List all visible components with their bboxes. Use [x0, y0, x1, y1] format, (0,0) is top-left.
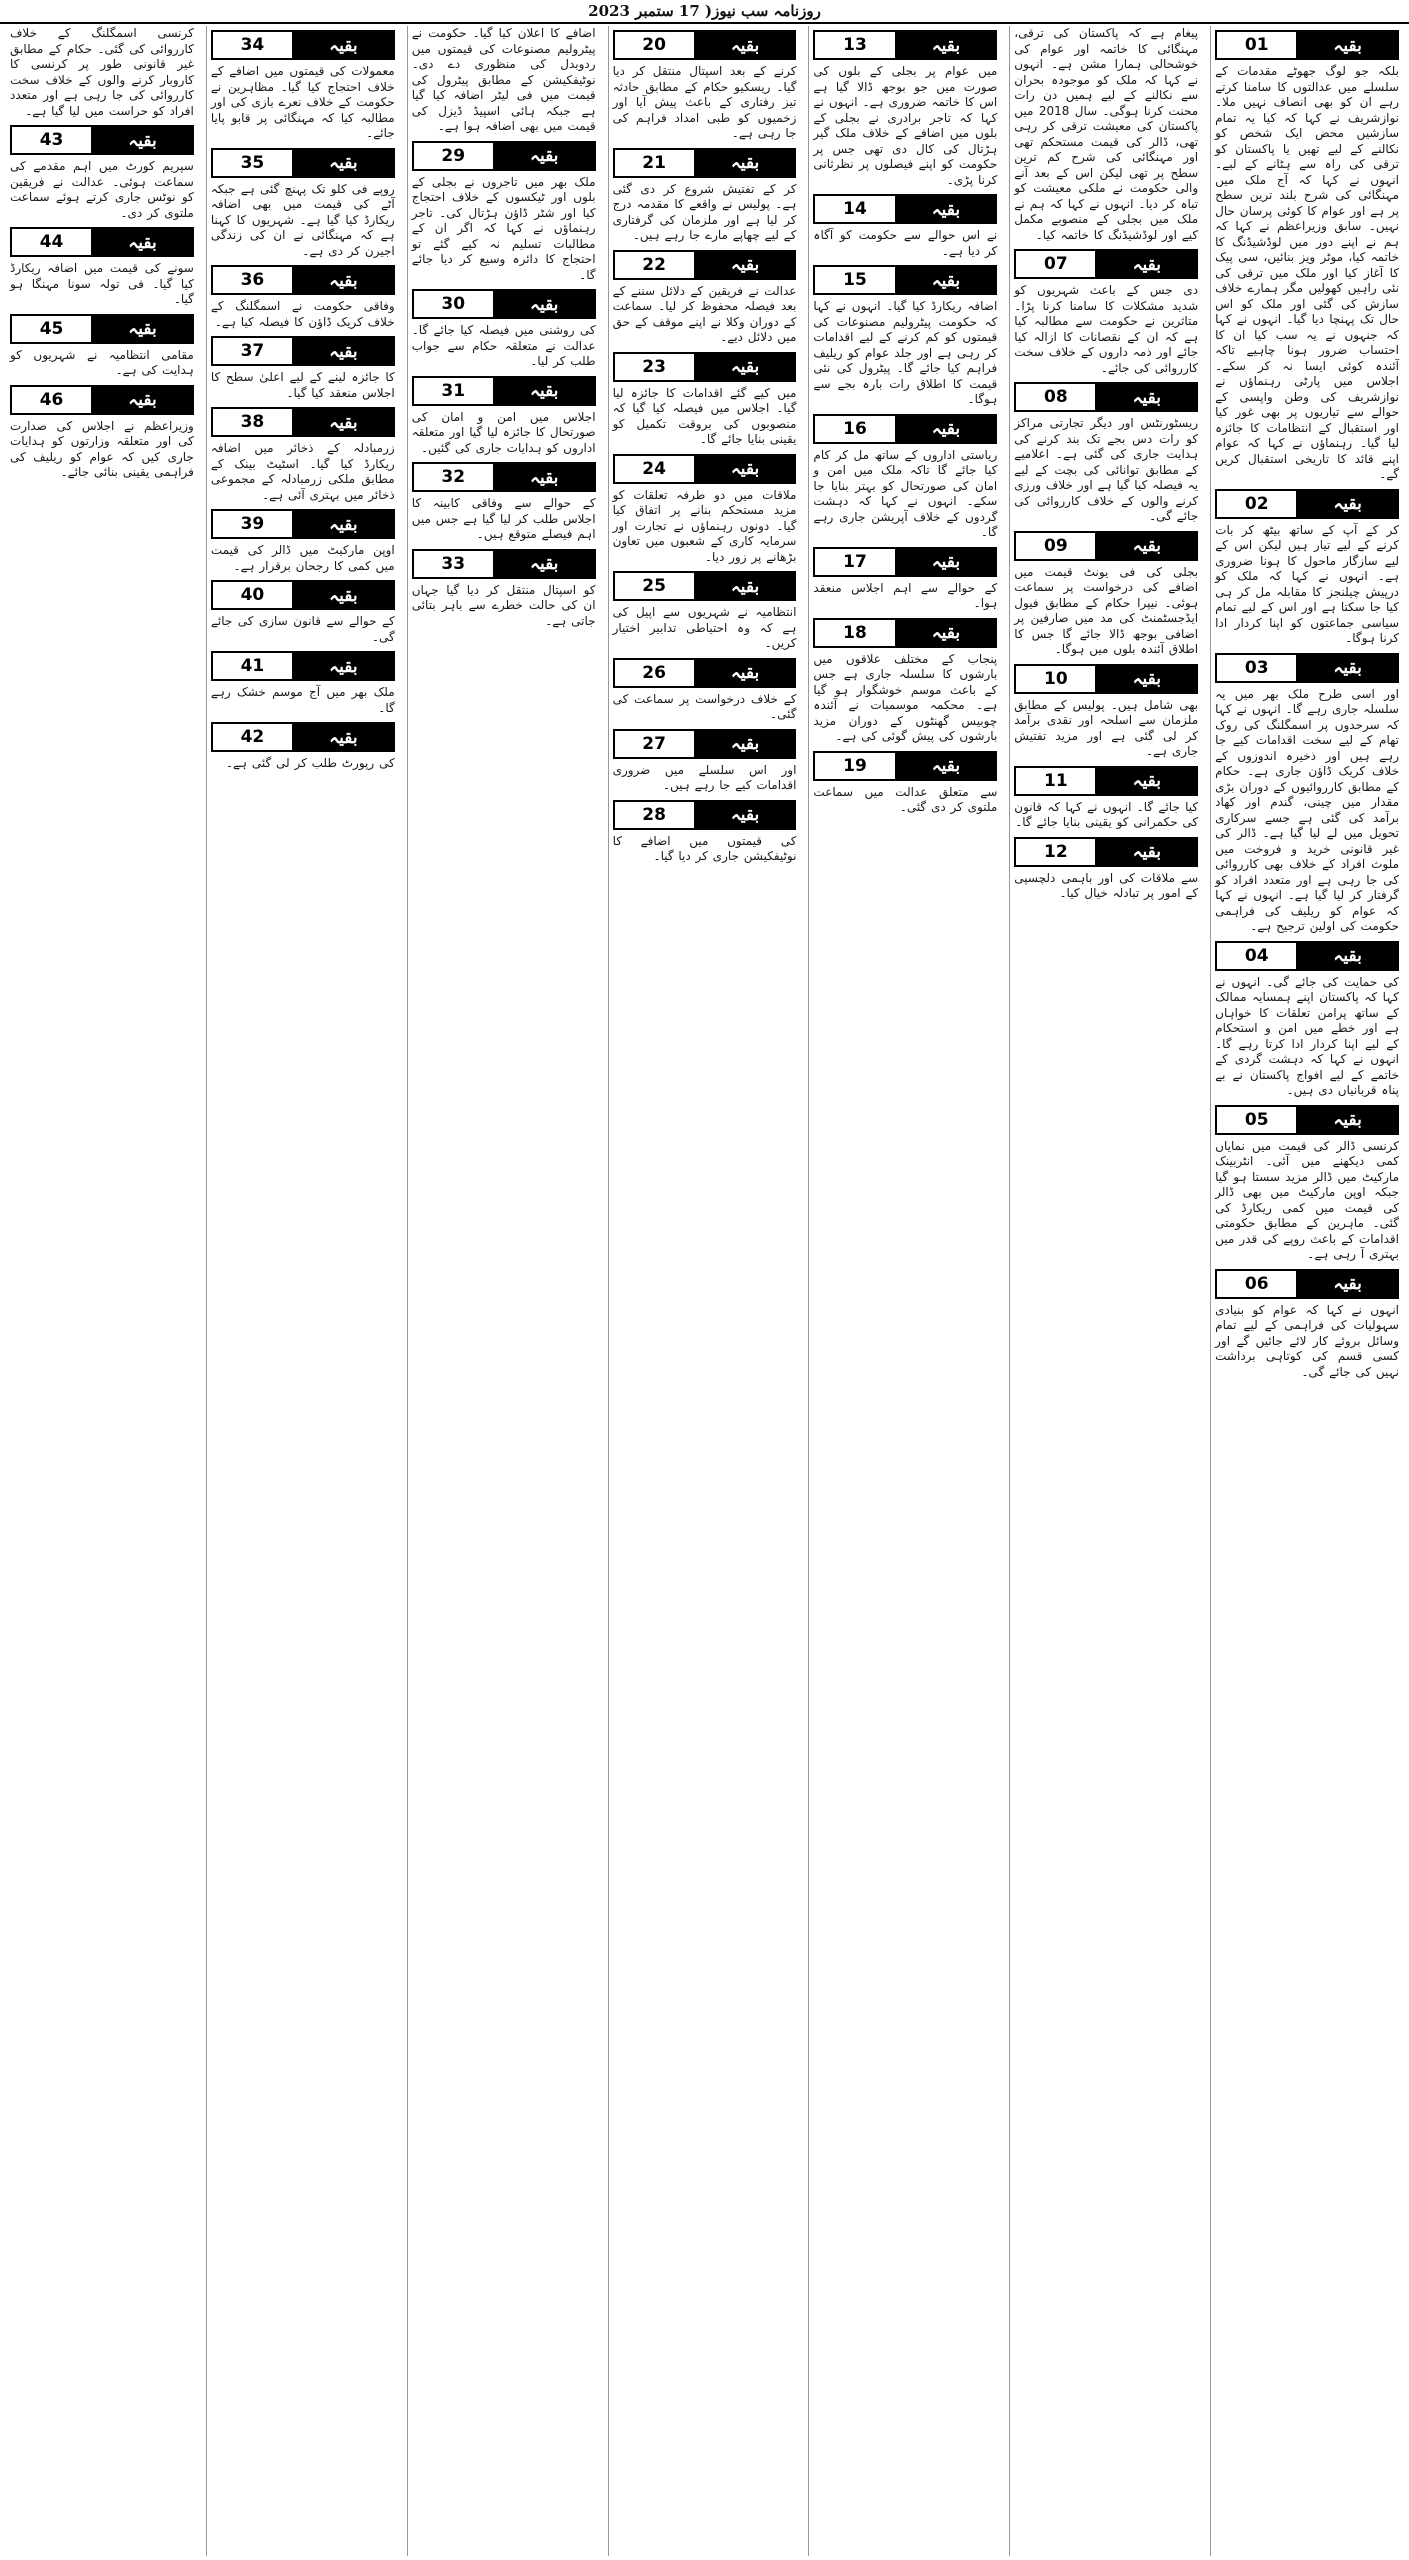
continuation-block [412, 549, 596, 630]
article-text: کی رپورٹ طلب کر لی گئی ہے۔ [225, 756, 395, 770]
continuation-block [1215, 489, 1399, 647]
continuation-label: بقیہ [294, 32, 393, 58]
continuation-block [813, 30, 997, 188]
continuation-tag [613, 571, 797, 601]
column-7 [6, 26, 198, 2556]
article-text: کے حوالے سے اہم اجلاس منعقد ہوا۔ [813, 580, 998, 610]
continuation-tag [613, 800, 797, 830]
continuation-label: بقیہ [93, 387, 192, 413]
continuation-block [1215, 941, 1399, 1099]
continuation-number: 36 [213, 267, 294, 293]
continuation-label: بقیہ [696, 731, 795, 757]
continuation-tag [813, 618, 997, 648]
article-text: انتظامیہ نے شہریوں سے اپیل کی ہے کہ وہ احتیاطی تدابیر اختیار کریں۔ [612, 605, 797, 650]
continuation-number: 11 [1016, 768, 1097, 794]
masthead: روزنامہ سب نیوز( 17 ستمبر 2023 [0, 0, 1409, 24]
continuation-block [613, 352, 797, 448]
continuation-number: 27 [615, 731, 696, 757]
article-text: بجلی کی فی یونٹ قیمت میں اضافے کی درخواست پر سماعت ہوئی۔ نیپرا حکام کے مطابق فیول ایڈجسٹمنٹ کی مد میں صارفین پر اضافی بوجھ ڈالا جائے گا جس کا اطلاق آئندہ بلوں میں ہوگا۔ [1014, 564, 1199, 656]
continuation-number: 35 [213, 150, 294, 176]
continuation-block [412, 141, 596, 284]
continuation-block [1014, 664, 1198, 760]
continuation-tag [813, 414, 997, 444]
continuation-tag [813, 265, 997, 295]
continuation-block [211, 336, 395, 401]
continuation-block [1014, 531, 1198, 658]
continuation-tag [10, 385, 194, 415]
continuation-tag [613, 658, 797, 688]
continuation-label: بقیہ [495, 551, 594, 577]
continuation-label: بقیہ [1298, 655, 1397, 681]
continuation-number: 33 [414, 551, 495, 577]
continuation-tag [211, 148, 395, 178]
continuation-number: 09 [1016, 533, 1097, 559]
continuation-tag [613, 352, 797, 382]
continuation-label: بقیہ [897, 267, 996, 293]
continuation-label: بقیہ [696, 573, 795, 599]
article-text: اور اسی طرح ملک بھر میں یہ سلسلہ جاری رہے گا۔ انہوں نے کہا کہ سرحدوں پر اسمگلنگ کی روک تھام کے لیے سخت اقدامات کیے جا رہے ہیں اور ذخیرہ اندوزوں کے خلاف کریک ڈاؤن جاری ہے۔ حکام کے مطابق کارروائیوں کے دوران بڑی مقدار میں چینی، گندم اور کھاد برآمد کی گئی ہے جسے سرکاری تحویل میں لے لیا گیا ہے۔ ڈالر کی غیر قانونی خرید و فروخت میں ملوث افراد کے خلاف بھی کارروائی کی جا رہی ہے اور متعدد افراد کو گرفتار کر لیا گیا ہے۔ انہوں نے کہا کہ عوام کو ریلیف کی فراہمی حکومت کی اولین ترجیح ہے۔ [1215, 686, 1399, 933]
article-text: اجلاس میں امن و امان کی صورتحال کا جائزہ لیا گیا اور متعلقہ اداروں کو ہدایات جاری کی گئیں۔ [411, 409, 596, 455]
article-text: مقامی انتظامیہ نے شہریوں کو ہدایت کی ہے۔ [9, 347, 194, 377]
article-text: معمولات کی قیمتوں میں اضافے کے خلاف احتجاج کیا گیا۔ مظاہرین نے حکومت کے خلاف نعرے بازی کی اور مطالبہ کیا کہ مہنگائی پر قابو پایا جائے۔ [210, 64, 395, 140]
continuation-block [813, 265, 997, 408]
continuation-block [613, 729, 797, 794]
continuation-number: 37 [213, 338, 294, 364]
article-text: اور اس سلسلے میں ضروری اقدامات کیے جا رہے ہیں۔ [612, 762, 797, 792]
continuation-number: 45 [12, 316, 93, 342]
continuation-number: 41 [213, 653, 294, 679]
continuation-label: بقیہ [897, 549, 996, 575]
continuation-block [211, 580, 395, 645]
continuation-number: 05 [1217, 1107, 1298, 1133]
article-text: وزیراعظم نے اجلاس کی صدارت کی اور متعلقہ وزارتوں کو ہدایات جاری کیں کہ عوام کو ریلیف کی فراہمی یقینی بنائی جائے۔ [9, 418, 194, 479]
continuation-number: 39 [213, 511, 294, 537]
continuation-label: بقیہ [93, 127, 192, 153]
continuation-tag [813, 751, 997, 781]
continuation-block [1215, 653, 1399, 935]
continuation-tag [412, 462, 596, 492]
article-text: ملک بھر میں آج موسم خشک رہے گا۔ [210, 685, 395, 715]
continuation-number: 12 [1016, 839, 1097, 865]
continuation-tag [211, 509, 395, 539]
continuation-block [412, 376, 596, 457]
continuation-block [1014, 26, 1198, 243]
continuation-number: 10 [1016, 666, 1097, 692]
continuation-label: بقیہ [294, 724, 393, 750]
continuation-label: بقیہ [897, 753, 996, 779]
continuation-number: 38 [213, 409, 294, 435]
continuation-block [1014, 766, 1198, 831]
continuation-tag [412, 376, 596, 406]
continuation-block [211, 148, 395, 260]
article-text: میں کیے گئے اقدامات کا جائزہ لیا گیا۔ اجلاس میں فیصلہ کیا گیا کہ منصوبوں کی بروقت تکمیل کو یقینی بنایا جائے گا۔ [612, 385, 797, 446]
continuation-label: بقیہ [495, 378, 594, 404]
continuation-tag [1215, 1105, 1399, 1135]
continuation-number: 13 [815, 32, 896, 58]
continuation-number: 07 [1016, 251, 1097, 277]
continuation-number: 22 [615, 252, 696, 278]
continuation-label: بقیہ [897, 416, 996, 442]
continuation-tag [1014, 382, 1198, 412]
continuation-tag [211, 30, 395, 60]
article-text: کے حوالے سے وفاقی کابینہ کا اجلاس طلب کر لیا گیا ہے جس میں اہم فیصلے متوقع ہیں۔ [411, 496, 596, 541]
continuation-label: بقیہ [1298, 32, 1397, 58]
continuation-number: 08 [1016, 384, 1097, 410]
continuation-number: 04 [1217, 943, 1298, 969]
column-6 [206, 26, 399, 2556]
continuation-label: بقیہ [1298, 943, 1397, 969]
article-text: کر کے آپ کے ساتھ بیٹھ کر بات کرنے کے لیے تیار ہیں لیکن اس کے لیے سازگار ماحول کا ہونا ضروری ہے۔ انہوں نے کہا کہ ملک کو درپیش چیلنجز کا مقابلہ مل کر ہی کیا جا سکتا ہے اور اس کے لیے تمام سیاسی جماعتوں کو اپنا کردار ادا کرنا ہوگا۔ [1215, 522, 1399, 645]
continuation-number: 24 [615, 456, 696, 482]
continuation-number: 26 [615, 660, 696, 686]
article-text: انہوں نے کہا کہ عوام کو بنیادی سہولیات کی فراہمی کے لیے تمام وسائل بروئے کار لائے جائیں گے اور کسی قسم کی کوتاہی برداشت نہیں کی جائے گی۔ [1215, 1302, 1399, 1379]
continuation-label: بقیہ [696, 354, 795, 380]
continuation-block [613, 658, 797, 723]
continuation-block [813, 547, 997, 612]
article-text: پیغام ہے کہ پاکستان کی ترقی، مہنگائی کا خاتمہ اور عوام کی خوشحالی ہمارا مشن ہے۔ انہوں نے کہا کہ ملک کو موجودہ بحران سے نکالنے کے لیے ہمیں دن رات محنت کرنا ہوگی۔ سال 2018 میں پاکستان کی معیشت ترقی کر رہی تھی، ڈالر کی قیمت مستحکم تھی اور مہنگائی کی شرح کم ترین سطح پر تھی لیکن اس کے بعد آنے والی حکومت نے ملکی معیشت کو تباہ کر دیا۔ انہوں نے کہا کہ ہم نے ملک میں بجلی کے منصوبے مکمل کیے اور لوڈشیڈنگ کا خاتمہ کیا۔ [1014, 26, 1199, 242]
continuation-tag [1014, 664, 1198, 694]
continuation-block [412, 462, 596, 543]
continuation-number: 46 [12, 387, 93, 413]
continuation-label: بقیہ [696, 802, 795, 828]
article-text: زرمبادلہ کے ذخائر میں اضافہ ریکارڈ کیا گیا۔ اسٹیٹ بینک کے مطابق ملکی زرمبادلہ کے مجموعی ذخائر میں بہتری آئی ہے۔ [210, 441, 395, 502]
article-text: روپے فی کلو تک پہنچ گئی ہے جبکہ آٹے کی قیمت میں بھی اضافہ ریکارڈ کیا گیا ہے۔ شہریوں کا کہنا ہے کہ مہنگائی نے ان کی زندگی اجیرن کر دی ہے۔ [210, 181, 395, 258]
article-text: ریاستی اداروں کے ساتھ مل کر کام کیا جائے گا تاکہ ملک میں امن و امان کی صورتحال کو بہتر بنایا جا سکے۔ انہوں نے کہا کہ دہشت گردوں کے خلاف آپریشن جاری رہے گا۔ [813, 447, 998, 539]
continuation-tag [1014, 531, 1198, 561]
article-text: کا جائزہ لینے کے لیے اعلیٰ سطح کا اجلاس منعقد کیا گیا۔ [210, 370, 395, 400]
continuation-number: 25 [615, 573, 696, 599]
continuation-number: 42 [213, 724, 294, 750]
continuation-block [813, 751, 997, 816]
article-text: بلکہ جو لوگ جھوٹے مقدمات کے سلسلے میں عدالتوں کا سامنا کرتے رہے ان کو بھی انصاف نہیں ملا۔ نوازشریف نے کہا کہ کیا یہ تمام سازشیں محض ایک شخص کو نکالنے کے لیے تھیں یا پاکستان کو ترقی کی راہ سے ہٹانے کے لیے۔ انہوں نے کہا کہ آج ملک میں مہنگائی کی شرح بلند ترین سطح پر ہے اور عوام کا کوئی پرسان حال نہیں۔ سابق وزیراعظم نے کہا کہ ہم نے اپنے دور میں لوڈشیڈنگ کا خاتمہ کیا، موٹر ویز بنائیں، سی پیک کا آغاز کیا اور ملک میں ترقی کی نئی راہیں کھولیں مگر ہمارے خلاف سازش کی گئی اور ملک کو اس حال تک پہنچا دیا گیا۔ انہوں نے کہا کہ جنہوں نے یہ سب کیا ان کا احتساب ضرور ہونا چاہیے تاکہ آئندہ کوئی ایسا نہ کر سکے۔ اجلاس میں پارٹی رہنماؤں نے نوازشریف کی وطن واپسی کے حوالے سے تیاریوں پر بھی غور کیا اور استقبال کے انتظامات کا جائزہ لیا گیا۔ رہنماؤں نے کہا کہ عوام اپنے قائد کا تاریخی استقبال کریں گے۔ [1215, 64, 1399, 481]
continuation-tag [1215, 1269, 1399, 1299]
continuation-tag [211, 722, 395, 752]
continuation-label: بقیہ [93, 229, 192, 255]
continuation-label: بقیہ [897, 196, 996, 222]
continuation-tag [412, 289, 596, 319]
continuation-tag [813, 30, 997, 60]
continuation-label: بقیہ [696, 456, 795, 482]
article-text: سپریم کورٹ میں اہم مقدمے کی سماعت ہوئی۔ عدالت نے فریقین کو نوٹس جاری کرتے ہوئے سماعت ملتوی کر دی۔ [9, 159, 194, 220]
continuation-label: بقیہ [495, 143, 594, 169]
article-text: اوپن مارکیٹ میں ڈالر کی قیمت میں کمی کا رجحان برقرار ہے۔ [210, 543, 395, 573]
continuation-block [10, 385, 194, 481]
article-text: کر کے تفتیش شروع کر دی گئی ہے۔ پولیس نے واقعے کا مقدمہ درج کر لیا ہے اور ملزمان کی گرفتاری کے لیے چھاپے مارے جا رہے ہیں۔ [612, 181, 797, 242]
continuation-number: 17 [815, 549, 896, 575]
article-text: کو اسپتال منتقل کر دیا گیا جہاں ان کی حالت خطرے سے باہر بتائی جاتی ہے۔ [411, 582, 596, 628]
continuation-label: بقیہ [1097, 666, 1196, 692]
continuation-tag [613, 148, 797, 178]
article-text: نے اس حوالے سے حکومت کو آگاہ کر دیا ہے۔ [813, 228, 998, 258]
continuation-block [613, 30, 797, 142]
continuation-block [10, 26, 194, 119]
article-text: ملاقات میں دو طرفہ تعلقات کو مزید مستحکم بنانے پر اتفاق کیا گیا۔ دونوں رہنماؤں نے تجارت اور سرمایہ کاری کے شعبوں میں تعاون بڑھانے پر زور دیا۔ [612, 487, 797, 564]
continuation-block [613, 250, 797, 346]
article-text: بھی شامل ہیں۔ پولیس کے مطابق ملزمان سے اسلحہ اور نقدی برآمد کر لی گئی ہے اور مزید تفتیش جاری ہے۔ [1014, 697, 1199, 758]
continuation-tag [1215, 489, 1399, 519]
continuation-tag [211, 580, 395, 610]
column-2 [1009, 26, 1202, 2556]
article-text: کرنے کے بعد اسپتال منتقل کر دیا گیا۔ ریسکیو حکام کے مطابق حادثہ تیز رفتاری کے باعث پیش آیا اور زخمیوں کو طبی امداد فراہم کی جا رہی ہے۔ [612, 64, 797, 140]
continuation-block [412, 26, 596, 135]
continuation-block [211, 509, 395, 574]
continuation-tag [412, 141, 596, 171]
continuation-block [613, 800, 797, 865]
continuation-tag [813, 194, 997, 224]
continuation-label: بقیہ [294, 511, 393, 537]
continuation-label: بقیہ [1097, 768, 1196, 794]
continuation-number: 40 [213, 582, 294, 608]
continuation-label: بقیہ [1097, 839, 1196, 865]
continuation-label: بقیہ [897, 620, 996, 646]
article-text: کی قیمتوں میں اضافے کا نوٹیفکیشن جاری کر دیا گیا۔ [612, 833, 797, 863]
continuation-tag [211, 407, 395, 437]
continuation-label: بقیہ [294, 150, 393, 176]
continuation-label: بقیہ [696, 32, 795, 58]
article-text: دی جس کے باعث شہریوں کو شدید مشکلات کا سامنا کرنا پڑا۔ متاثرین نے حکومت سے مطالبہ کیا ہے کہ ان کے نقصانات کا ازالہ کیا جائے اور ذمہ داروں کے خلاف سخت کارروائی کی جائے۔ [1014, 283, 1199, 375]
continuation-tag [1215, 941, 1399, 971]
continuation-label: بقیہ [294, 409, 393, 435]
continuation-block [1215, 1105, 1399, 1263]
continuation-tag [1014, 837, 1198, 867]
column-3 [808, 26, 1001, 2556]
continuation-label: بقیہ [1097, 533, 1196, 559]
continuation-label: بقیہ [294, 653, 393, 679]
continuation-label: بقیہ [294, 338, 393, 364]
continuation-block [211, 30, 395, 142]
continuation-block [1215, 1269, 1399, 1381]
continuation-block [813, 414, 997, 541]
continuation-number: 14 [815, 196, 896, 222]
article-text: سونے کی قیمت میں اضافہ ریکارڈ کیا گیا۔ فی تولہ سونا مہنگا ہو گیا۔ [9, 261, 194, 306]
columns-container [6, 26, 1403, 2556]
continuation-tag [1215, 653, 1399, 683]
article-text: کے حوالے سے قانون سازی کی جائے گی۔ [210, 614, 395, 644]
continuation-tag [10, 125, 194, 155]
continuation-block [1014, 249, 1198, 376]
article-text: عدالت نے فریقین کے دلائل سننے کے بعد فیصلہ محفوظ کر لیا۔ سماعت کے دوران وکلا نے اپنے موقف کے حق میں دلائل دیے۔ [612, 283, 797, 344]
continuation-tag [1215, 30, 1399, 60]
continuation-number: 02 [1217, 491, 1298, 517]
article-text: وفاقی حکومت نے اسمگلنگ کے خلاف کریک ڈاؤن کا فیصلہ کیا ہے۔ [210, 299, 395, 329]
article-text: ریسٹورنٹس اور دیگر تجارتی مراکز کو رات دس بجے تک بند کرنے کی ہدایت جاری کی گئی ہے۔ اعلامیے کے مطابق توانائی کی بچت کے لیے یہ فیصلہ کیا گیا ہے اور خلاف ورزی کرنے والوں کے خلاف کارروائی کی جائے گی۔ [1014, 416, 1199, 523]
continuation-number: 43 [12, 127, 93, 153]
article-text: میں عوام پر بجلی کے بلوں کی صورت میں جو بوجھ ڈالا گیا ہے اس کا خاتمہ ضروری ہے۔ انہوں نے کہا کہ تاجر برادری نے بجلی کے بلوں میں اضافے کے خلاف ملک گیر ہڑتال کی کال دی تھی جس پر حکومت کو اپنے فیصلوں پر نظرثانی کرنا پڑی۔ [813, 64, 998, 187]
continuation-tag [10, 314, 194, 344]
article-text: کرنسی ڈالر کی قیمت میں نمایاں کمی دیکھنے میں آئی۔ انٹربینک مارکیٹ میں ڈالر مزید سستا ہو گیا جبکہ اوپن مارکیٹ میں بھی ڈالر کی قیمت میں کمی ریکارڈ کی گئی۔ ماہرین کے مطابق حکومتی اقدامات کے باعث روپے کی قدر میں بہتری آ رہی ہے۔ [1215, 1138, 1399, 1261]
continuation-block [10, 314, 194, 379]
continuation-label: بقیہ [93, 316, 192, 342]
continuation-block [813, 194, 997, 259]
continuation-label: بقیہ [696, 252, 795, 278]
continuation-block [1014, 382, 1198, 525]
column-1 [1210, 26, 1403, 2556]
continuation-number: 44 [12, 229, 93, 255]
continuation-block [211, 407, 395, 503]
continuation-label: بقیہ [294, 267, 393, 293]
continuation-tag [211, 336, 395, 366]
continuation-tag [613, 30, 797, 60]
continuation-label: بقیہ [1097, 251, 1196, 277]
continuation-label: بقیہ [897, 32, 996, 58]
continuation-tag [613, 454, 797, 484]
continuation-tag [10, 227, 194, 257]
continuation-block [813, 618, 997, 745]
continuation-number: 01 [1217, 32, 1298, 58]
article-text: کی روشنی میں فیصلہ کیا جائے گا۔ عدالت نے متعلقہ حکام سے جواب طلب کر لیا۔ [411, 323, 596, 368]
column-4 [608, 26, 801, 2556]
continuation-label: بقیہ [1097, 384, 1196, 410]
continuation-tag [211, 651, 395, 681]
continuation-number: 32 [414, 464, 495, 490]
article-text: اضافے کا اعلان کیا گیا۔ حکومت نے پیٹرولیم مصنوعات کی قیمتوں میں ردوبدل کی منظوری دے دی۔ نوٹیفکیشن کے مطابق پیٹرول کی قیمت میں فی لیٹر اضافہ کیا گیا ہے جبکہ ہائی اسپیڈ ڈیزل کی قیمت میں بھی اضافہ ہوا ہے۔ [411, 26, 596, 133]
column-5 [407, 26, 600, 2556]
continuation-block [10, 125, 194, 221]
continuation-block [613, 571, 797, 652]
continuation-tag [613, 729, 797, 759]
article-text: سے متعلق عدالت میں سماعت ملتوی کر دی گئی۔ [813, 784, 998, 814]
continuation-block [613, 148, 797, 244]
article-text: کے خلاف درخواست پر سماعت کی گئی۔ [612, 691, 797, 721]
continuation-number: 03 [1217, 655, 1298, 681]
continuation-block [613, 454, 797, 566]
article-text: سے ملاقات کی اور باہمی دلچسپی کے امور پر تبادلہ خیال کیا۔ [1014, 870, 1199, 900]
continuation-label: بقیہ [696, 660, 795, 686]
continuation-tag [613, 250, 797, 280]
continuation-label: بقیہ [495, 464, 594, 490]
continuation-number: 28 [615, 802, 696, 828]
continuation-label: بقیہ [294, 582, 393, 608]
continuation-number: 06 [1217, 1271, 1298, 1297]
article-text: ملک بھر میں تاجروں نے بجلی کے بلوں اور ٹیکسوں کے خلاف احتجاج کیا اور شٹر ڈاؤن ہڑتال کی۔ تاجر رہنماؤں نے کہا کہ اگر ان کے مطالبات تسلیم نہ کیے گئے تو احتجاج کا دائرہ وسیع کر دیا جائے گا۔ [411, 174, 596, 282]
continuation-block [412, 289, 596, 370]
continuation-number: 34 [213, 32, 294, 58]
continuation-tag [1014, 249, 1198, 279]
continuation-tag [412, 549, 596, 579]
continuation-block [211, 265, 395, 330]
continuation-number: 21 [615, 150, 696, 176]
continuation-block [1215, 30, 1399, 483]
article-text: پنجاب کے مختلف علاقوں میں بارشوں کا سلسلہ جاری ہے جس کے باعث موسم خوشگوار ہو گیا ہے۔ محکمہ موسمیات نے آئندہ چوبیس گھنٹوں کے دوران مزید بارشوں کی پیش گوئی کی ہے۔ [813, 651, 998, 743]
continuation-number: 31 [414, 378, 495, 404]
continuation-label: بقیہ [1298, 1271, 1397, 1297]
continuation-tag [813, 547, 997, 577]
continuation-block [10, 227, 194, 308]
continuation-block [211, 722, 395, 772]
article-text: کرنسی اسمگلنگ کے خلاف کارروائی کی گئی۔ حکام کے مطابق غیر قانونی طور پر کرنسی کا کاروبار کرنے والوں کے خلاف سخت کارروائی کی جا رہی ہے اور متعدد افراد کو حراست میں لیا گیا ہے۔ [9, 26, 194, 118]
continuation-number: 29 [414, 143, 495, 169]
continuation-label: بقیہ [495, 291, 594, 317]
continuation-block [211, 651, 395, 716]
continuation-block [1014, 837, 1198, 902]
article-text: کی حمایت کی جائے گی۔ انہوں نے کہا کہ پاکستان اپنے ہمسایہ ممالک کے ساتھ پرامن تعلقات کا خواہاں ہے اور خطے میں امن و استحکام کے لیے اپنا کردار ادا کرتا رہے گا۔ انہوں نے کہا کہ دہشت گردی کے خاتمے کے لیے افواج پاکستان نے بے پناہ قربانیاں دی ہیں۔ [1215, 974, 1399, 1097]
continuation-number: 23 [615, 354, 696, 380]
continuation-number: 15 [815, 267, 896, 293]
article-text: اضافہ ریکارڈ کیا گیا۔ انہوں نے کہا کہ حکومت پیٹرولیم مصنوعات کی قیمتوں کو کم کرنے کے لیے اقدامات کر رہی ہے اور جلد عوام کو ریلیف فراہم کیا جائے گا۔ پیٹرول کی نئی قیمت کا اطلاق رات بارہ بجے سے ہوگا۔ [813, 299, 998, 406]
continuation-tag [1014, 766, 1198, 796]
continuation-number: 19 [815, 753, 896, 779]
continuation-number: 18 [815, 620, 896, 646]
continuation-label: بقیہ [696, 150, 795, 176]
article-text: کیا جائے گا۔ انہوں نے کہا کہ قانون کی حکمرانی کو یقینی بنایا جائے گا۔ [1014, 799, 1199, 829]
continuation-tag [211, 265, 395, 295]
continuation-number: 20 [615, 32, 696, 58]
continuation-number: 30 [414, 291, 495, 317]
continuation-label: بقیہ [1298, 1107, 1397, 1133]
continuation-label: بقیہ [1298, 491, 1397, 517]
continuation-number: 16 [815, 416, 896, 442]
